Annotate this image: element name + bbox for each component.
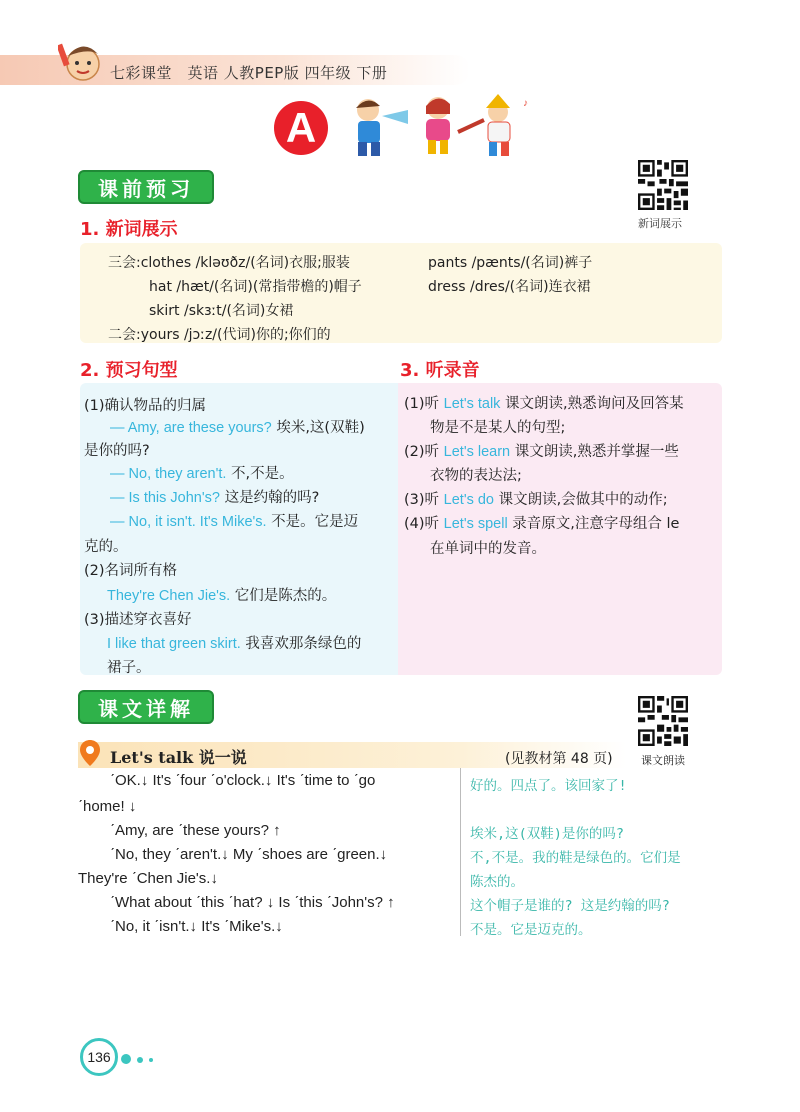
word-line: pants /pænts/(名词)裤子 [428,255,593,271]
dialogue-line-en: ˊhome! ↓ [78,798,137,815]
pattern-line: They're Chen Jie's. 它们是陈杰的。 [107,588,337,604]
listen-line: (1)听 Let's talk 课文朗读,熟悉询问及回答某 [404,396,684,412]
dialogue-line-en: ˊWhat about ˊthis ˊhat? ↓ Is ˊthis ˊJohn's? ↑ [110,894,395,911]
decor-dot [121,1054,131,1064]
textbook-page-ref: (见教材第 48 页) [505,751,613,767]
listen-line: 在单词中的发音。 [430,541,546,557]
dialogue-line-cn: 不,不是。我的鞋是绿色的。它们是 [470,850,681,866]
section-tag-explain: 课文详解 [78,690,214,724]
pattern-line: 是你的吗? [84,443,150,459]
listen-line: (2)听 Let's learn 课文朗读,熟悉并掌握一些 [404,444,679,460]
listen-line: (4)听 Let's spell 录音原文,注意字母组合 le [404,516,680,532]
patterns-title: 2. 预习句型 [80,360,178,381]
kids-illustration-icon [338,92,538,162]
pattern-line: I like that green skirt. 我喜欢那条绿色的 [107,636,362,652]
dialogue-line-en: ˊNo, they ˊaren't.↓ My ˊshoes are ˊgreen.↓ [110,846,388,863]
word-line: skirt /skɜːt/(名词)女裙 [149,303,294,319]
qr-code-icon[interactable] [638,696,688,746]
location-pin-icon [80,740,100,766]
header-title: 七彩课堂 英语 人教PEP版 四年级 下册 [110,64,388,82]
word-line: dress /dres/(名词)连衣裙 [428,279,591,295]
pattern-line: 裙子。 [107,660,151,676]
listen-title: 3. 听录音 [400,360,480,381]
dialogue-line-en: ˊNo, it ˊisn't.↓ It's ˊMike's.↓ [110,918,283,935]
pattern-line: (1)确认物品的归属 [84,398,207,414]
pattern-line: (2)名词所有格 [84,563,178,579]
listen-line: 物是不是某人的句型; [430,420,566,436]
dialogue-line-en: ˊOK.↓ It's ˊfour ˊo'clock.↓ It's ˊtime to ˊgo [110,772,376,789]
pattern-line: (3)描述穿衣喜好 [84,612,192,628]
mascot-icon [58,38,108,88]
column-divider [460,768,461,936]
pattern-line: — Is this John's? 这是约翰的吗? [110,490,320,506]
section-tag-preview: 课前预习 [78,170,214,204]
page-number: 136 [80,1038,118,1076]
dialogue-line-cn: 陈杰的。 [470,874,524,890]
dialogue-line-en: They're ˊChen Jie's.↓ [78,870,218,887]
unit-badge: A [274,101,328,155]
dialogue-line-cn: 好的。四点了。该回家了! [470,778,627,794]
qr-label-reading: 课文朗读 [641,754,685,767]
listen-line: 衣物的表达法; [430,468,522,484]
decor-dot [137,1057,143,1063]
listen-line: (3)听 Let's do 课文朗读,会做其中的动作; [404,492,668,508]
dialogue-line-cn: 不是。它是迈克的。 [470,922,592,938]
new-words-title: 1. 新词展示 [80,219,178,240]
word-line: 三会:clothes /kləʊðz/(名词)衣服;服装 [108,255,350,271]
word-line: 二会:yours /jɔːz/(代词)你的;你们的 [108,327,331,343]
dialogue-line-cn: 埃米,这(双鞋)是你的吗? [470,826,625,842]
qr-code-icon[interactable] [638,160,688,210]
word-line: hat /hæt/(名词)(常指带檐的)帽子 [149,279,362,295]
svg-text:♪: ♪ [523,98,528,109]
talk-title: Let's talk 说一说 [110,748,247,767]
decor-dot [149,1058,153,1062]
dialogue-line-cn: 这个帽子是谁的? 这是约翰的吗? [470,898,670,914]
dialogue-line-en: ˊAmy, are ˊthese yours? ↑ [110,822,281,839]
qr-label-new-words: 新词展示 [638,217,682,230]
pattern-line: — Amy, are these yours? 埃米,这(双鞋) [110,420,365,436]
pattern-line: — No, they aren't. 不,不是。 [110,466,294,482]
pattern-line: 克的。 [84,539,128,555]
pattern-line: — No, it isn't. It's Mike's. 不是。它是迈 [110,514,359,530]
